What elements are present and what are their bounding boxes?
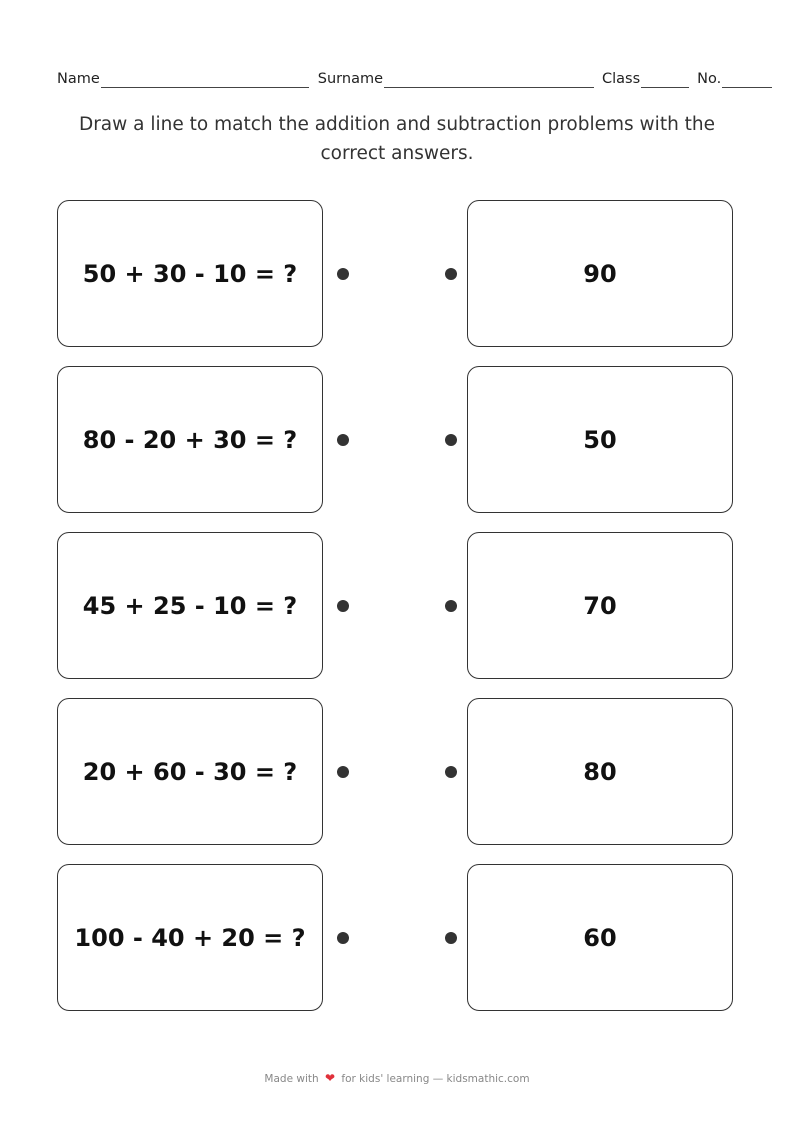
name-blank[interactable] [101, 73, 309, 88]
problem-card: 50 + 30 - 10 = ? [57, 200, 323, 347]
surname-label: Surname [317, 71, 384, 87]
problem-card: 45 + 25 - 10 = ? [57, 532, 323, 679]
answer-card: 50 [467, 366, 733, 513]
problem-dot[interactable] [337, 268, 349, 280]
match-row [0, 864, 794, 1014]
answer-dot[interactable] [445, 600, 457, 612]
match-row [0, 200, 794, 350]
number-field[interactable] [697, 70, 772, 88]
surname-field[interactable] [318, 70, 594, 88]
heart-icon: ❤ [325, 1071, 336, 1085]
answer-card: 80 [467, 698, 733, 845]
match-row [0, 366, 794, 516]
match-row [0, 532, 794, 682]
class-blank[interactable] [641, 73, 689, 88]
number-label: No. [697, 71, 722, 87]
answer-card: 70 [467, 532, 733, 679]
name-field[interactable] [57, 70, 309, 88]
answer-dot[interactable] [445, 766, 457, 778]
answer-dot[interactable] [445, 268, 457, 280]
footer-suffix: for kids' learning — kidsmathic.com [341, 1073, 530, 1085]
student-info-header [57, 68, 773, 88]
name-label: Name [57, 71, 100, 87]
answer-card: 90 [467, 200, 733, 347]
match-row [0, 698, 794, 848]
surname-blank[interactable] [384, 73, 594, 88]
problem-dot[interactable] [337, 434, 349, 446]
answer-dot[interactable] [445, 434, 457, 446]
class-label: Class [602, 71, 641, 87]
instructions-text: Draw a line to match the addition and subtraction problems with the correct answers. [78, 114, 716, 164]
answer-dot[interactable] [445, 932, 457, 944]
footer [0, 1071, 794, 1085]
problem-dot[interactable] [337, 932, 349, 944]
problem-dot[interactable] [337, 600, 349, 612]
problem-card: 80 - 20 + 30 = ? [57, 366, 323, 513]
class-field[interactable] [602, 70, 689, 88]
answer-card: 60 [467, 864, 733, 1011]
problem-dot[interactable] [337, 766, 349, 778]
problem-card: 100 - 40 + 20 = ? [57, 864, 323, 1011]
matching-rows [0, 200, 794, 1030]
number-blank[interactable] [722, 73, 772, 88]
footer-prefix: Made with [264, 1073, 319, 1085]
problem-card: 20 + 60 - 30 = ? [57, 698, 323, 845]
